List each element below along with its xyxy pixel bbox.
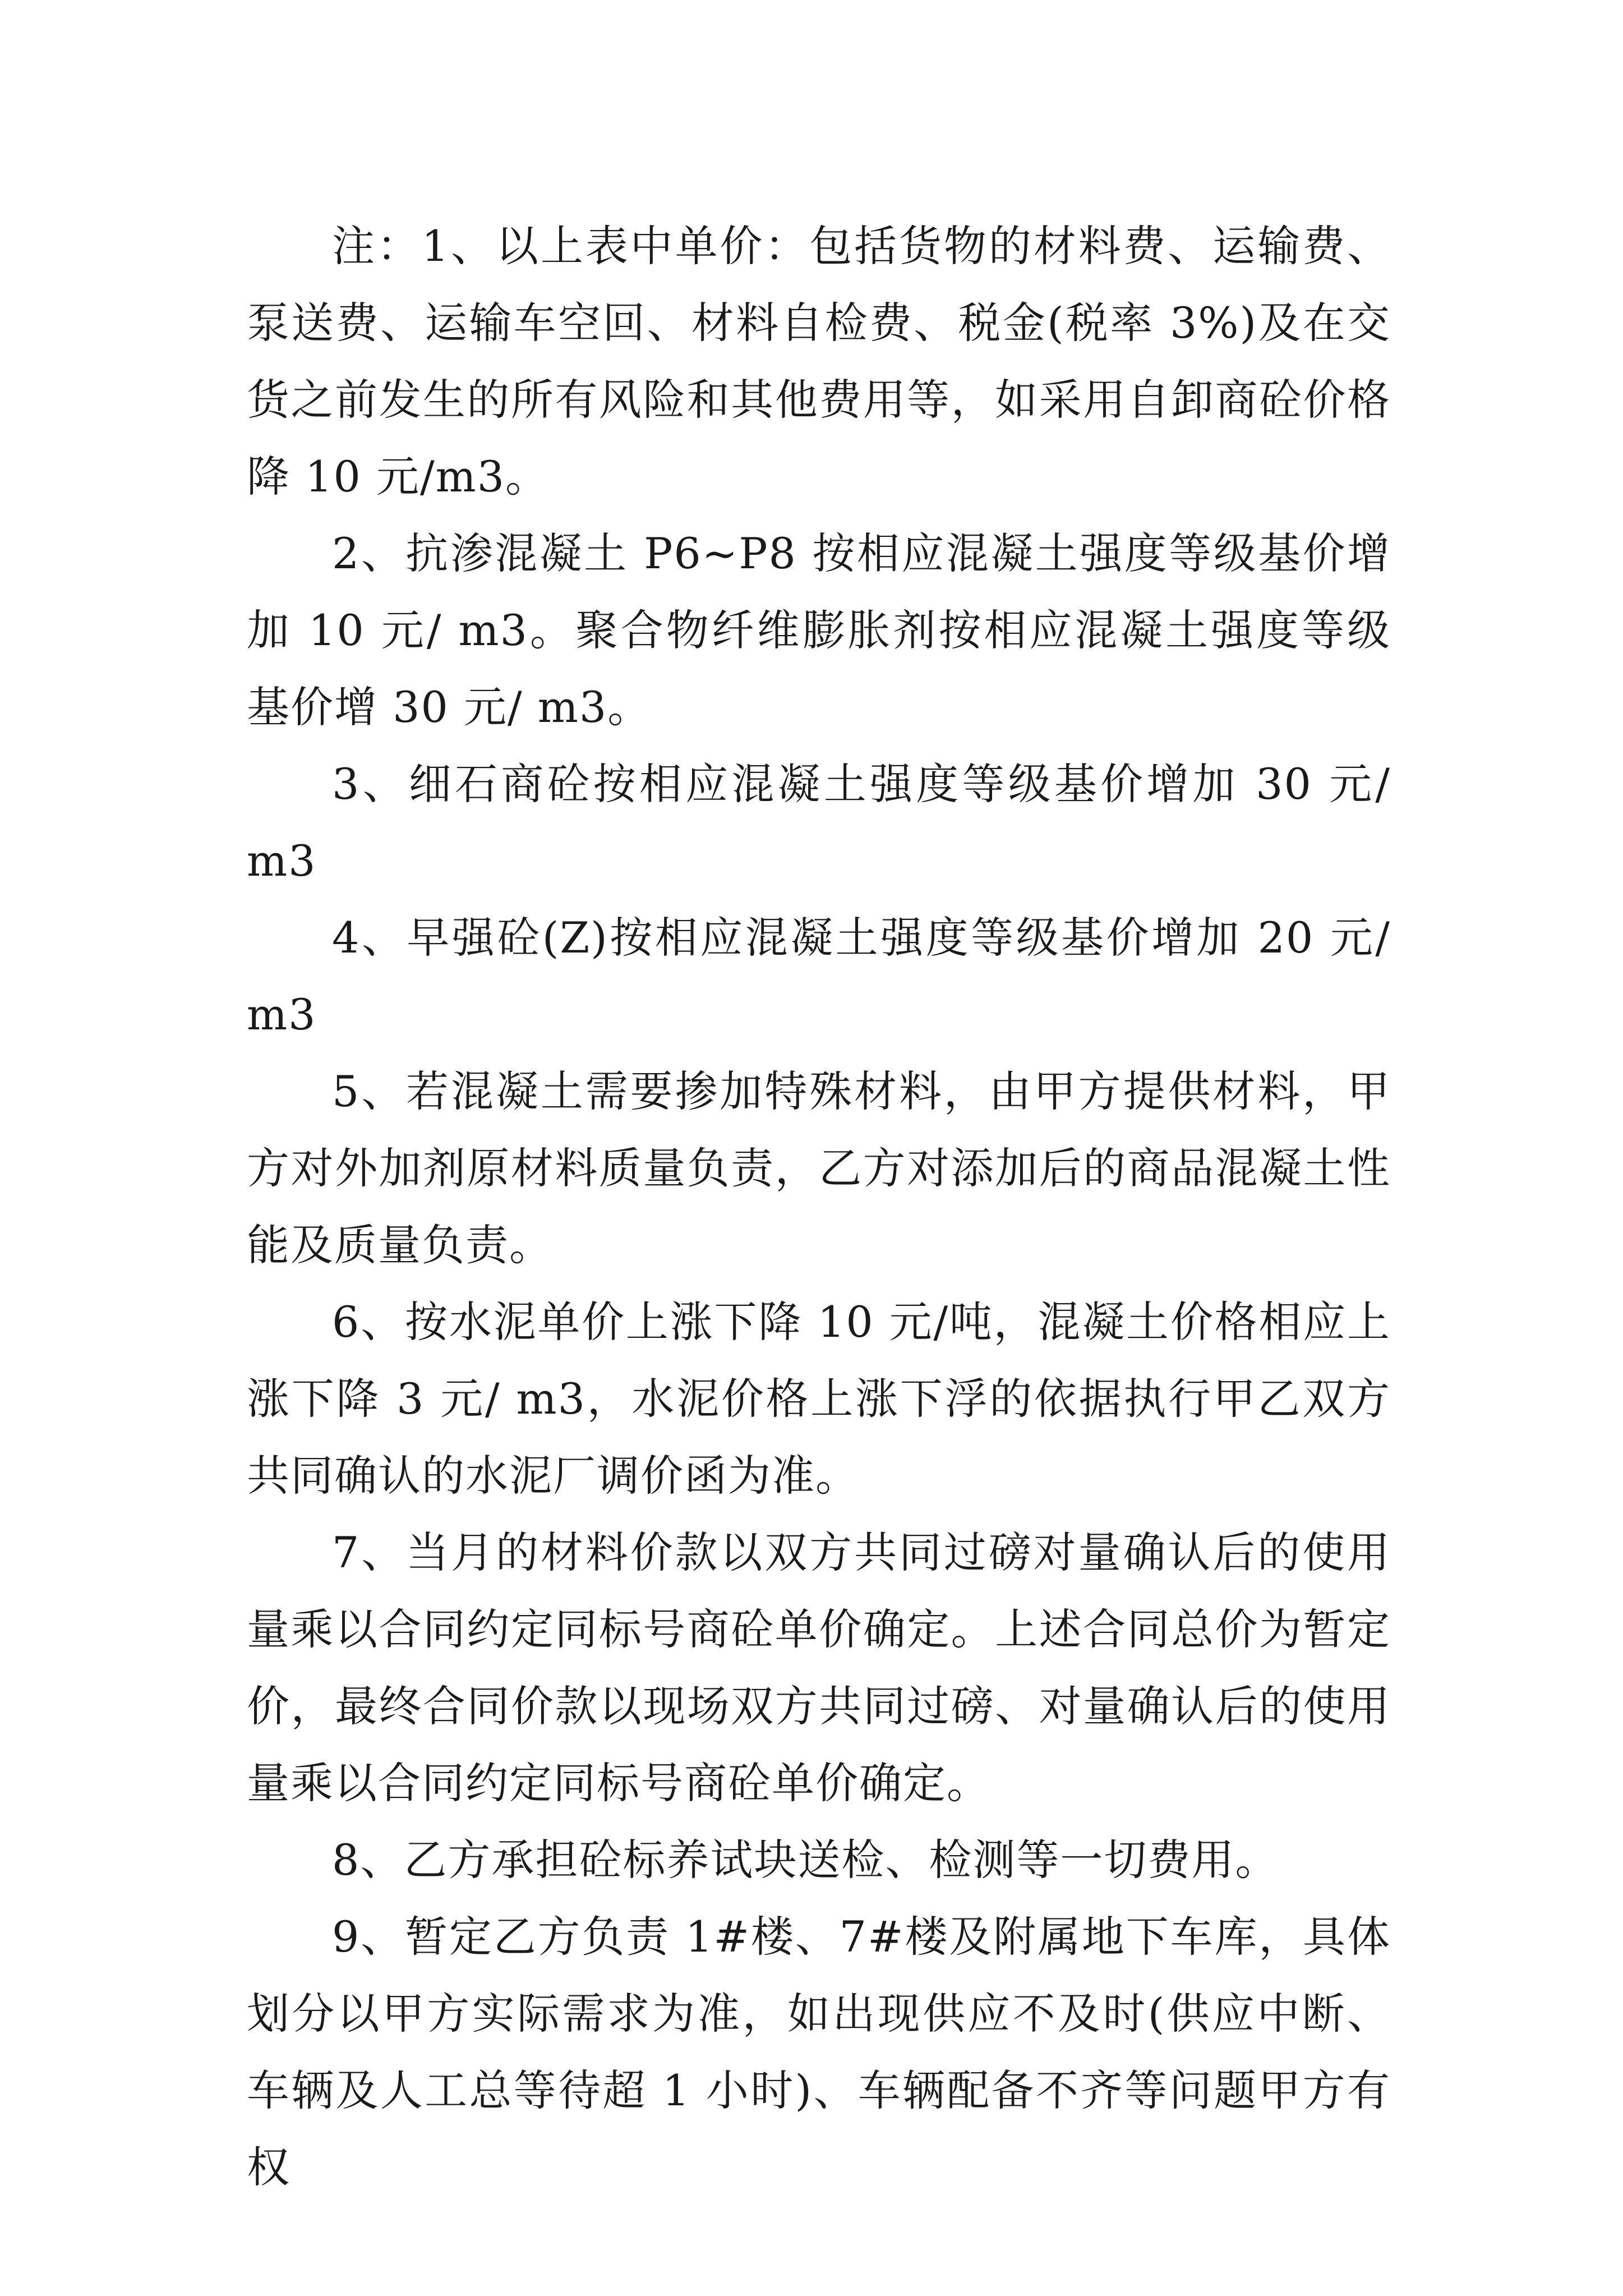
note-paragraph-1: 注：1、以上表中单价：包括货物的材料费、运输费、泵送费、运输车空回、材料自检费、税金(税率 3%)及在交货之前发生的所有风险和其他费用等，如采用自卸商砼价格降 10 元/m3。 xyxy=(247,221,1391,501)
note-paragraph-4: 4、早强砼(Z)按相应混凝土强度等级基价增加 20 元/ m3 xyxy=(247,913,1391,1039)
note-paragraph-9: 9、暂定乙方负责 1#楼、7#楼及附属地下车库，具体划分以甲方实际需求为准，如出现供应不及时(供应中断、车辆及人工总等待超 1 小时)、车辆配备不齐等问题甲方有权 xyxy=(247,1912,1391,2192)
document-body xyxy=(247,208,1391,2206)
note-paragraph-6: 6、按水泥单价上涨下降 10 元/吨，混凝土价格相应上涨下降 3 元/ m3，水泥价格上涨下浮的依据执行甲乙双方共同确认的水泥厂调价函为准。 xyxy=(247,1297,1391,1501)
note-paragraph-7: 7、当月的材料价款以双方共同过磅对量确认后的使用量乘以合同约定同标号商砼单价确定。上述合同总价为暂定价，最终合同价款以现场双方共同过磅、对量确认后的使用量乘以合同约定同标号商砼单价确定。 xyxy=(247,1527,1391,1808)
note-paragraph-5: 5、若混凝土需要掺加特殊材料，由甲方提供材料，甲方对外加剂原材料质量负责，乙方对添加后的商品混凝土性能及质量负责。 xyxy=(247,1066,1391,1270)
note-paragraph-2: 2、抗渗混凝土 P6~P8 按相应混凝土强度等级基价增加 10 元/ m3。聚合物纤维膨胀剂按相应混凝土强度等级基价增 30 元/ m3。 xyxy=(247,528,1391,732)
note-paragraph-8: 8、乙方承担砼标养试块送检、检测等一切费用。 xyxy=(332,1835,1279,1885)
note-paragraph-3: 3、细石商砼按相应混凝土强度等级基价增加 30 元/ m3 xyxy=(247,759,1391,886)
